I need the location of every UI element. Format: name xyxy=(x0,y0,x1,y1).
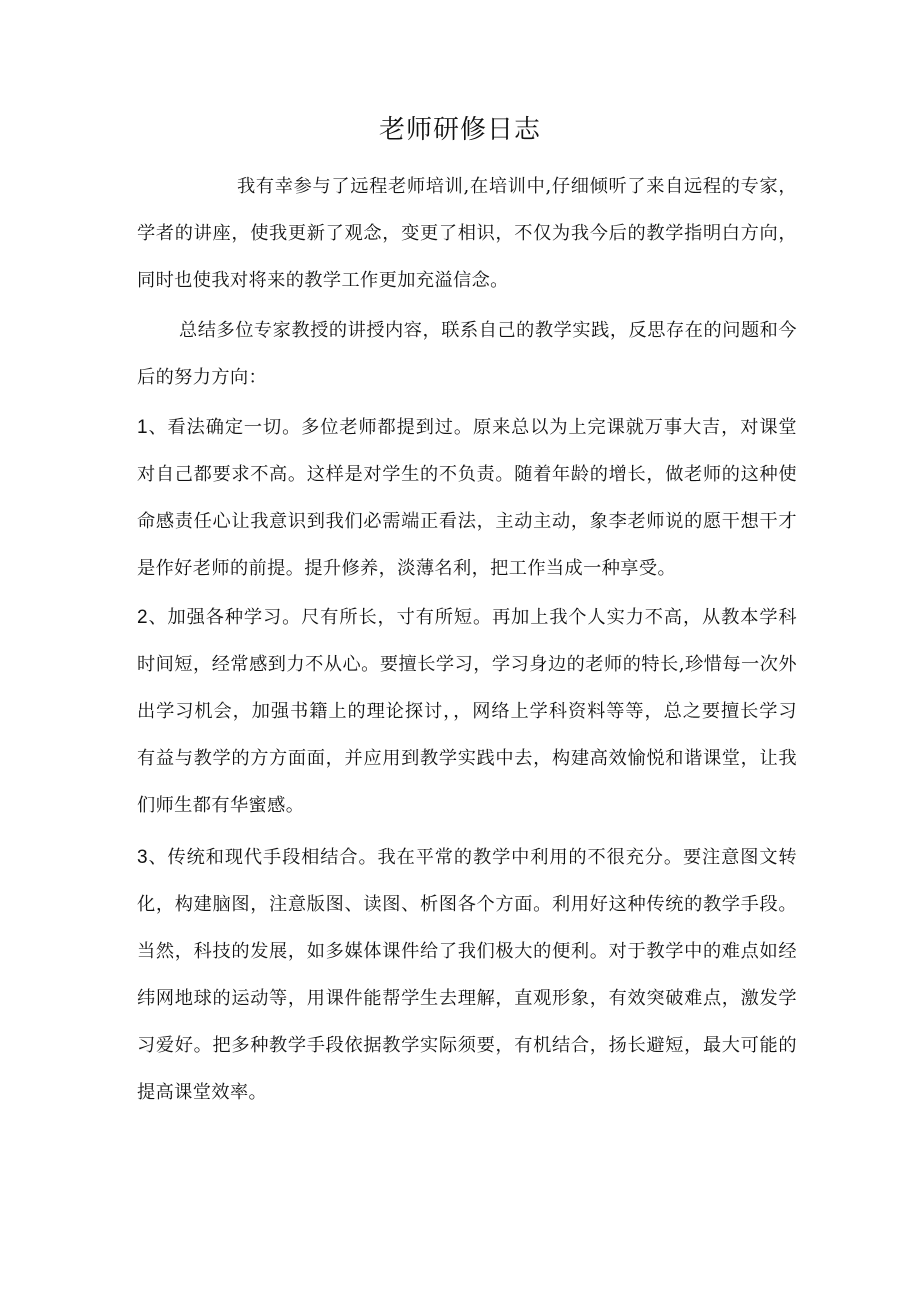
paragraph-item-2 xyxy=(137,594,797,829)
item-number: 2 xyxy=(137,607,148,628)
item-text: 、加强各种学习。尺有所长，寸有所短。再加上我个人实力不高，从教本学科时间短，经常感到力不从心。要擅长学习，学习身边的老师的特长,珍惜每一次外出学习机会，加强书籍上的理论探讨，，网络上学科资料等等，总之要擅长学习有益与教学的方方面面，并应用到教学实践中去，构建高效愉悦和谐课堂，让我们师生都有华蜜感。 xyxy=(137,607,797,816)
item-text: 、传统和现代手段相结合。我在平常的教学中利用的不很充分。要注意图文转化，构建脑图，注意版图、读图、析图各个方面。利用好这种传统的教学手段。当然，科技的发展，如多媒体课件给了我们极大的便利。对于教学中的难点如经纬网地球的运动等，用课件能帮学生去理解，直观形象，有效突破难点，激发学习爱好。把多种教学手段依据教学实际须要，有机结合，扬长避短，最大可能的提高课堂效率。 xyxy=(137,847,797,1103)
paragraph-item-1 xyxy=(137,404,797,592)
item-number: 3 xyxy=(137,847,148,868)
paragraph-summary: 总结多位专家教授的讲授内容，联系自己的教学实践，反思存在的问题和今后的努力方向： xyxy=(137,320,797,388)
document-title: 老师研修日志 xyxy=(378,115,541,145)
item-number: 1 xyxy=(137,417,148,438)
paragraph-item-3 xyxy=(137,834,797,1116)
item-text: 、看法确定一切。多位老师都提到过。原来总以为上完课就万事大吉，对课堂对自己都要求不高。这样是对学生的不负责。随着年龄的增长，做老师的这种使命感责任心让我意识到我们必需端正看法，主动主动，象李老师说的愿干想干才是作好老师的前提。提升修养，淡薄名利，把工作当成一种享受。 xyxy=(137,417,797,579)
paragraph-intro: 我有幸参与了远程老师培训,在培训中,仔细倾听了来自远程的专家，学者的讲座，使我更新了观念，变更了相识，不仅为我今后的教学指明白方向，同时也使我对将来的教学工作更加充溢信念。 xyxy=(137,176,797,291)
